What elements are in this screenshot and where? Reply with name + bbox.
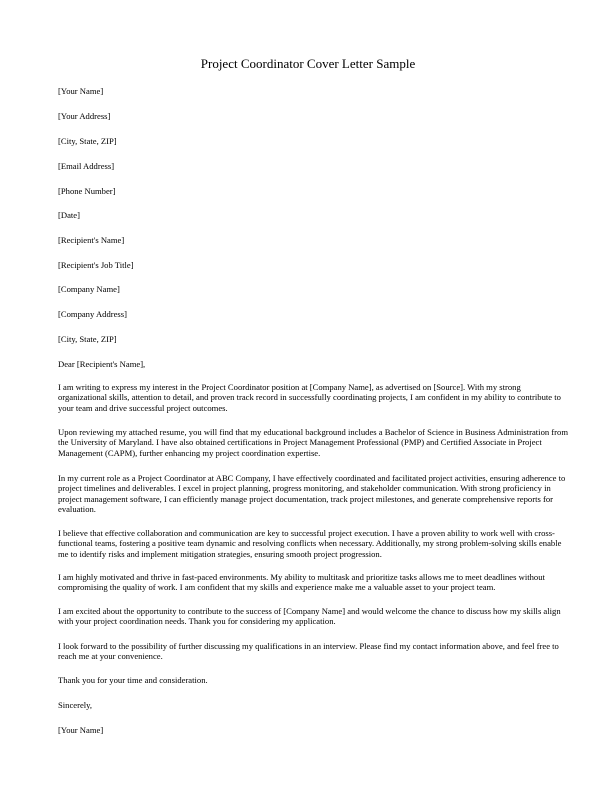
- header-your-address: [Your Address]: [58, 111, 111, 121]
- paragraph-closing: I look forward to the possibility of further discussing my qualifications in an interview. Please find my contact information above, and feel free to reach me at your convenience.: [58, 641, 559, 662]
- closing-line: Sincerely,: [58, 700, 93, 710]
- header-recipient-title: [Recipient's Job Title]: [58, 260, 134, 270]
- header-date: [Date]: [58, 210, 80, 220]
- header-company-address: [Company Address]: [58, 309, 127, 319]
- header-your-name: [Your Name]: [58, 86, 104, 96]
- paragraph-experience: In my current role as a Project Coordinator at ABC Company, I have effectively coordinated and facilitated project activities, ensuring adherence to project timelines and deliverables. I excel in project planning, progress monitoring, and stakeholder communication. With strong proficiency in project management software, I can efficiently manage project documentation, track project milestones, and generate comprehensive reports for evaluation.: [58, 473, 566, 514]
- salutation: Dear [Recipient's Name],: [58, 359, 146, 369]
- paragraph-opportunity: I am excited about the opportunity to contribute to the success of [Company Name] and would welcome the chance to discuss how my skills align with your project coordination needs. Thank you for considering my application.: [58, 606, 561, 627]
- header-company-city: [City, State, ZIP]: [58, 334, 117, 344]
- paragraph-intro: I am writing to express my interest in the Project Coordinator position at [Company Name], as advertised on [Source]. With my strong organizational skills, attention to detail, and proven track record in successfully coordinating projects, I am confident in my ability to contribute to your team and drive successful project outcomes.: [58, 382, 561, 413]
- thanks-line: Thank you for your time and consideration.: [58, 675, 208, 685]
- header-your-city: [City, State, ZIP]: [58, 136, 117, 146]
- header-phone: [Phone Number]: [58, 186, 116, 196]
- page-title: Project Coordinator Cover Letter Sample: [200, 56, 416, 71]
- header-recipient-name: [Recipient's Name]: [58, 235, 125, 245]
- paragraph-motivation: I am highly motivated and thrive in fast-paced environments. My ability to multitask and prioritize tasks allows me to meet deadlines without compromising the quality of work. I am confident that my skills and experience make me a valuable asset to your project team.: [58, 572, 545, 593]
- paragraph-collaboration: I believe that effective collaboration and communication are key to successful project execution. I have a proven ability to work well with cross-functional teams, fostering a positive team dynamic and resolving conflicts when necessary. Additionally, my strong problem-solving skills enable me to identify risks and implement mitigation strategies, ensuring smooth project progression.: [58, 528, 562, 559]
- signature-line: [Your Name]: [58, 725, 104, 735]
- header-company-name: [Company Name]: [58, 284, 120, 294]
- header-email: [Email Address]: [58, 161, 115, 171]
- paragraph-education: Upon reviewing my attached resume, you will find that my educational background includes a Bachelor of Science in Business Administration from the University of Maryland. I have also obtained certifications in Project Management Professional (PMP) and Certified Associate in Project Management (CAPM), further enhancing my project coordination expertise.: [58, 427, 569, 458]
